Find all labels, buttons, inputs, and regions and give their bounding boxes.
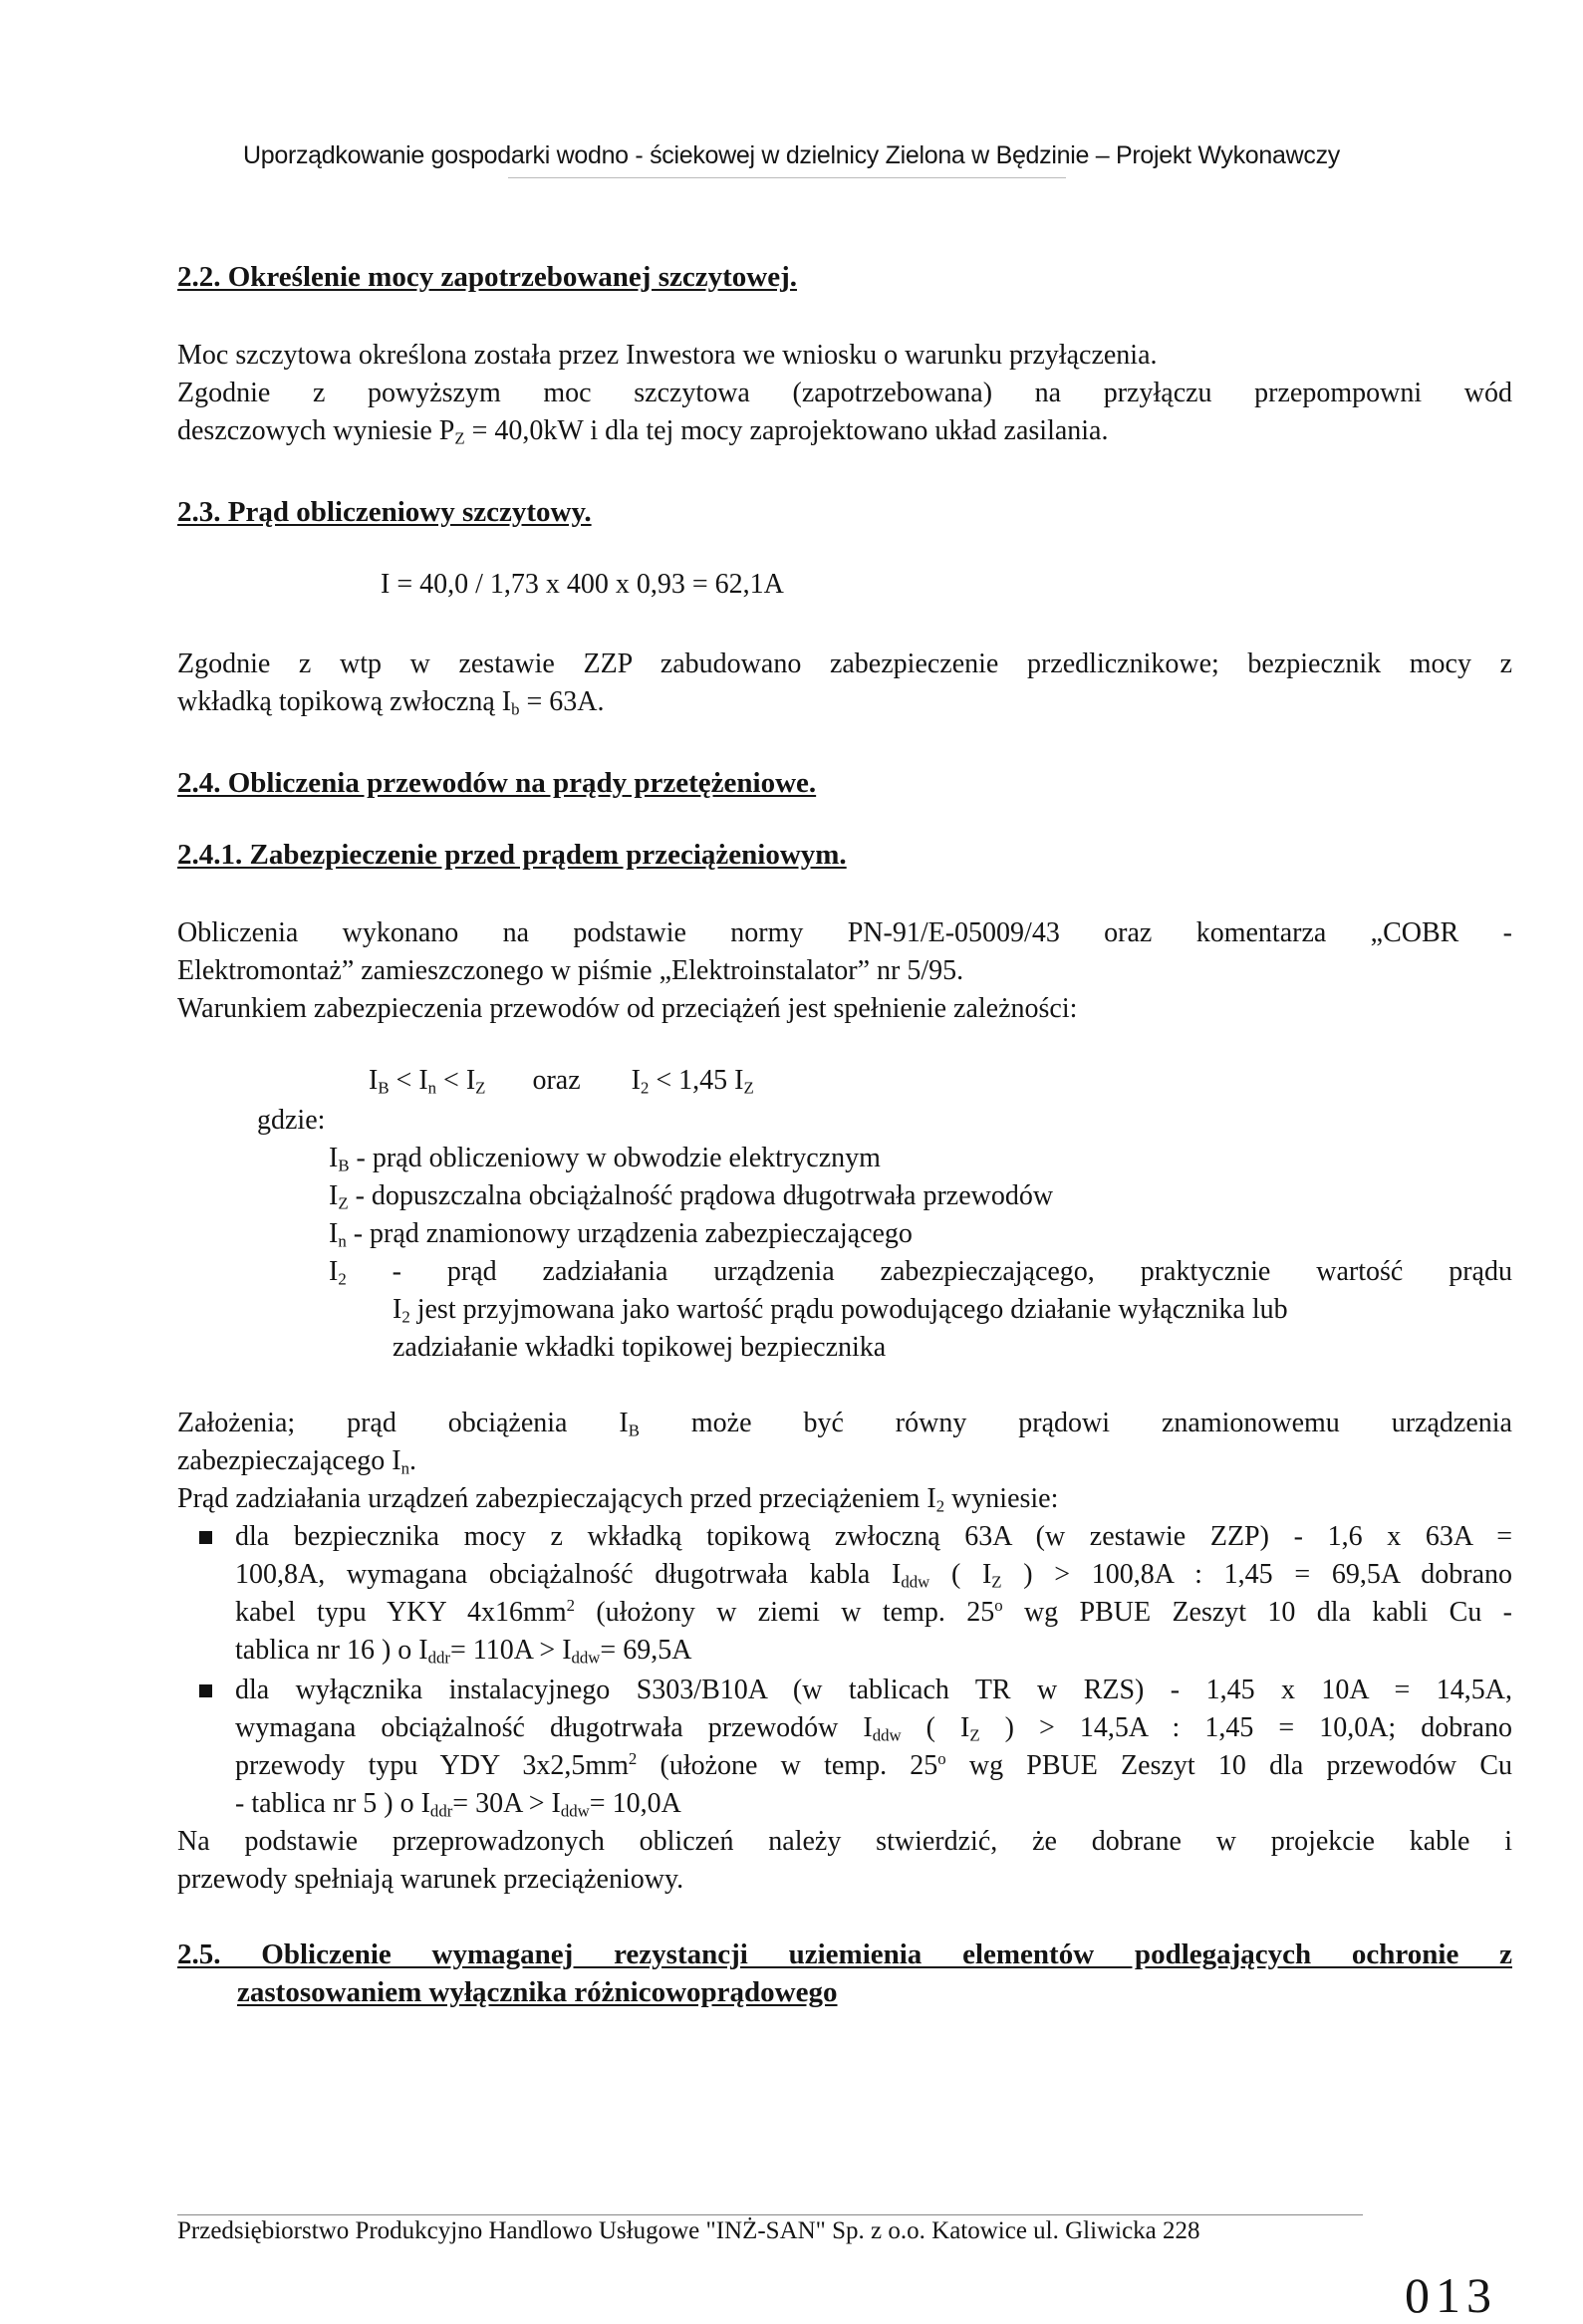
bullet-fuse: dla bezpiecznika mocy z wkładką topikową zwłoczną 63A (w zestawie ZZP) - 1,6 x 63A = 100,8A, wymagana obciążalność długotrwała kabla $I_{ddw}$ ( $I_Z$ ) > 100,8A : 1,45 = 69,5A dobrano kabel typu YKY $4x16mm^2$ (ułożony w ziemi w temp. 25$^o$ wg PBUE Zeszyt 10 dla kabli Cu - tablica nr 16 ) o $I_{ddr}= 110A > I_{ddw}= 69,5A$: [235, 1521, 1512, 1668]
sec22-line-2: Zgodnie z powyższym moc szczytowa (zapotrzebowana) na przyłączu przepompowni wód: [177, 378, 1512, 408]
sec241-line-3: Warunkiem zabezpieczenia przewodów od przeciążeń jest spełnienie zależności:: [177, 993, 1078, 1024]
heading-2-2: 2.2. Określenie mocy zapotrzebowanej szczytowej.: [177, 261, 797, 293]
page-number: 013: [1405, 2267, 1497, 2323]
header-divider: [508, 177, 1066, 178]
definition-i2-line-2: $I_2$ jest przyjmowana jako wartość prądu powodującego działanie wyłącznika lub: [393, 1294, 1288, 1327]
conclusion: Na podstawie przeprowadzonych obliczeń należy stwierdzić, że dobrane w projekcie kable i przewody spełniają warunek przeciążeniowy.: [177, 1826, 1512, 1895]
definition-ib: $I_B$ - prąd obliczeniowy w obwodzie elektrycznym: [329, 1143, 881, 1175]
running-header: Uporządkowanie gospodarki wodno - ściekowej w dzielnicy Zielona w Będzinie – Projekt Wykonawczy: [243, 141, 1340, 169]
overload-condition: $I_B < I_n < I_Z$ oraz $I_2 < 1,45$ $I_Z$: [369, 1065, 754, 1098]
sec23-text: [177, 646, 1512, 721]
where-label: gdzie:: [257, 1105, 326, 1136]
sec241-intro: [177, 914, 1512, 1028]
heading-2-4-1: 2.4.1. Zabezpieczenie przed prądem przeciążeniowym.: [177, 839, 847, 871]
heading-2-4: 2.4. Obliczenia przewodów na prądy przetężeniowe.: [177, 767, 817, 799]
sec22-line-1: Moc szczytowa określona została przez Inwestora we wniosku o warunku przyłączenia.: [177, 340, 1158, 371]
footer-divider: [177, 2214, 1363, 2215]
bullet-icon: [199, 1531, 212, 1544]
heading-2-3: 2.3. Prąd obliczeniowy szczytowy.: [177, 496, 592, 528]
definition-in: $I_n$ - prąd znamionowy urządzenia zabezpieczającego: [329, 1218, 913, 1251]
assumptions: [177, 1405, 1512, 1518]
heading-2-5: 2.5. Obliczenie wymaganej rezystancji uziemienia elementów podlegających ochronie z: [177, 1938, 1512, 1970]
heading-2-5-line-2: zastosowaniem wyłącznika różnicowoprądowego: [237, 1976, 838, 2008]
sec241-line-2: Elektromontaż” zamieszczonego w piśmie „Elektroinstalator” nr 5/95.: [177, 955, 964, 986]
sec23-line-1: Zgodnie z wtp w zestawie ZZP zabudowano zabezpieczenie przedlicznikowe; bezpiecznik mocy z: [177, 648, 1512, 679]
bullet-icon: [199, 1684, 212, 1697]
assumptions-line-1: Założenia; prąd obciążenia $I_B$ może być równy prądowi znamionowemu urządzenia: [177, 1408, 1512, 1440]
sec22-line-3: deszczowych wyniesie $P_Z = 40,0kW$ i dla tej mocy zaprojektowano układ zasilania.: [177, 415, 1109, 448]
definition-i2-line-3: zadziałanie wkładki topikowej bezpiecznika: [393, 1332, 887, 1363]
sec23-line-2: wkładką topikową zwłoczną $I_b = 63A$.: [177, 686, 605, 719]
footer-company: Przedsiębiorstwo Produkcyjno Handlowo Usługowe "INŻ-SAN" Sp. z o.o. Katowice ul. Gliwicka 228: [177, 2217, 1200, 2244]
sec241-line-1: Obliczenia wykonano na podstawie normy PN-91/E-05009/43 oraz komentarza „COBR -: [177, 917, 1512, 948]
assumptions-line-2: zabezpieczającego $I_n$.: [177, 1445, 416, 1478]
trip-current-line: Prąd zadziałania urządzeń zabezpieczających przed przeciążeniem $I_2$ wyniesie:: [177, 1483, 1059, 1516]
bullet-breaker: dla wyłącznika instalacyjnego S303/B10A (w tablicach TR w RZS) - 1,45 x 10A = 14,5A, wymagana obciążalność długotrwała przewodów $I_{ddw}$ ( $I_Z$ ) > 14,5A : 1,45 = 10,0A; dobrano przewody typu YDY $3x2,5mm^2$ (ułożone w temp. 25$^o$ wg PBUE Zeszyt 10 dla przewodów Cu - tablica nr 5 ) o $I_{ddr}= 30A > I_{ddw}= 10,0A$: [235, 1675, 1512, 1821]
definition-iz: $I_Z$ - dopuszczalna obciążalność prądowa długotrwała przewodów: [329, 1180, 1054, 1213]
definition-i2: $I_2$ - prąd zadziałania urządzenia zabezpieczającego, praktycznie wartość prądu: [329, 1256, 1512, 1289]
sec22-text: [177, 337, 1512, 450]
current-formula: I = 40,0 / 1,73 x 400 x 0,93 = 62,1A: [381, 569, 784, 600]
